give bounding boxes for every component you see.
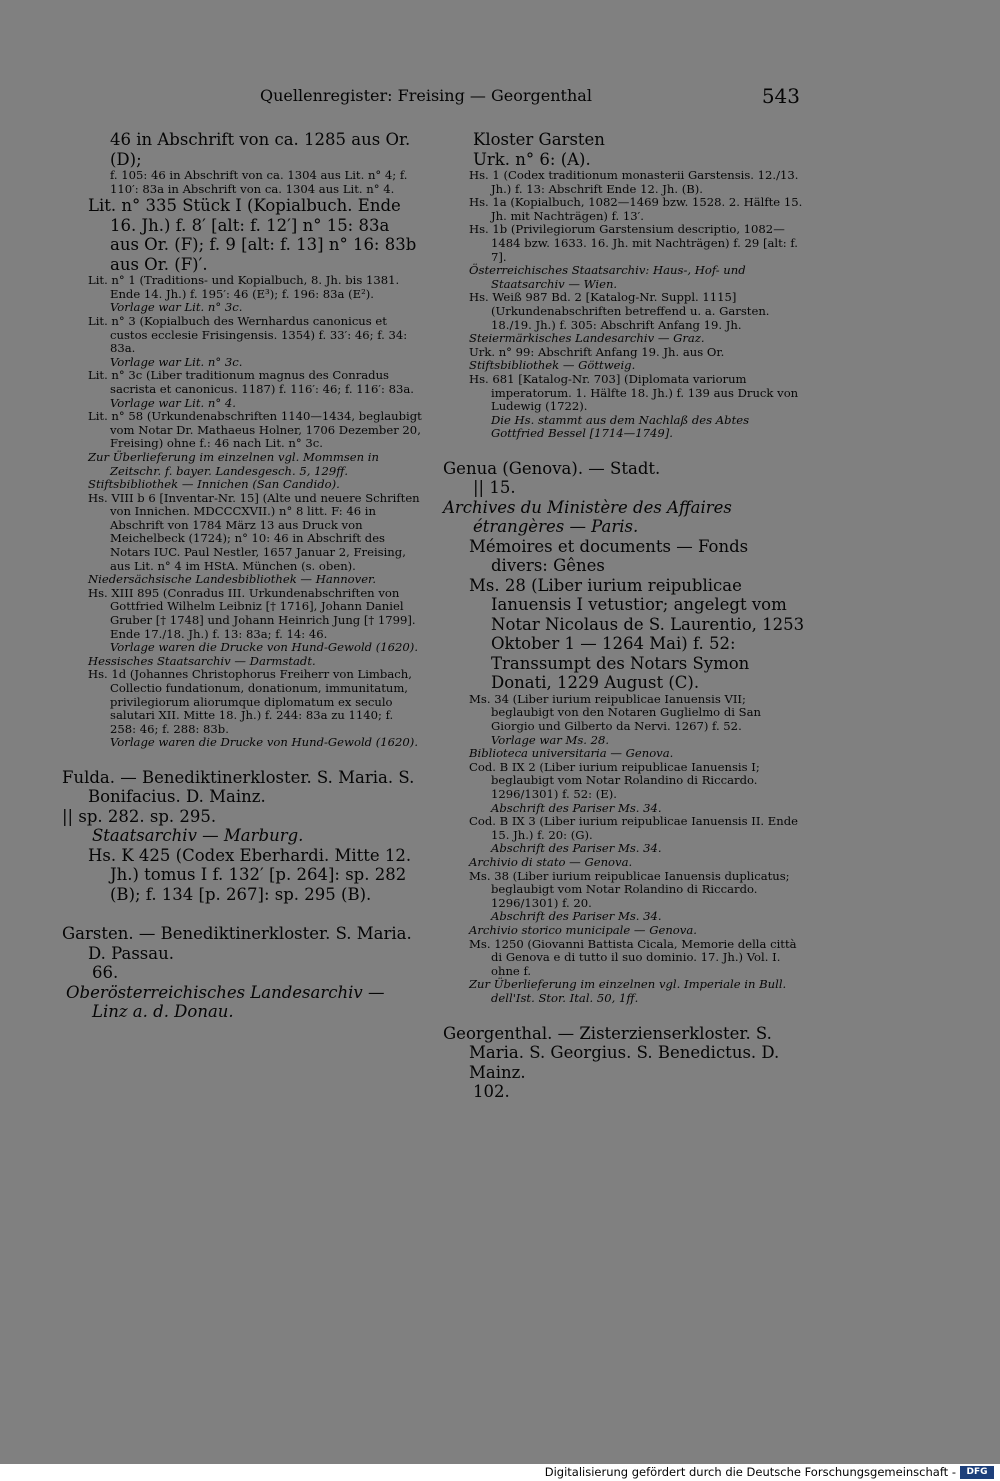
footer-banner [0,1464,1000,1481]
entry-line: Abschrift des Pariser Ms. 34. [491,800,662,815]
entry-line: Ms. 28 (Liber iurium reipublicae Ianuensis I vetustior; angelegt vom Notar Nicolaus de S. Laurentio, 1253 Oktober 1 — 1264 Mai) f. 52: Transsumpt des Notars Symon Donati, 1229 August (C). [469,575,805,693]
entry-line: Georgenthal. — Zisterzienserkloster. S. Maria. S. Georgius. S. Benedictus. D. Mainz. [443,1023,780,1082]
entry-line: Steiermärkisches Landesarchiv — Graz. [469,331,705,346]
entry-line: Ms. 38 (Liber iurium reipublicae Ianuensis duplicatus; beglaubigt vom Notar Rolandino di Riccardo. 1296/1301) f. 20. [469,868,790,910]
running-title: Quellenregister: Freising — Georgenthal [260,86,592,105]
entry-line: 66. [92,963,119,983]
entry-line: Lit. n° 3c (Liber traditionum magnus des Conradus sacrista et canonicus. 1187) f. 116′: 46; f. 116′: 83a. [88,368,414,396]
footer-text: Digitalisierung gefördert durch die Deutsche Forschungsgemeinschaft - [544,1465,956,1479]
entry-line: Genua (Genova). — Stadt. [443,458,661,478]
entry-line: f. 105: 46 in Abschrift von ca. 1304 aus Lit. n° 4; f. 110′: 83a in Abschrift von ca. 1304 aus Lit. n° 4. [110,168,408,196]
dfg-logo: DFG [960,1466,994,1479]
entry-line: Hessisches Staatsarchiv — Darmstadt. [88,653,316,668]
entry-line: Vorlage war Lit. n° 3c. [110,300,243,315]
entry-line: Stiftsbibliothek — Innichen (San Candido). [88,477,340,492]
entry-line: Hs. 1d (Johannes Christophorus Freiherr von Limbach, Collectio fundationum, donationum, immunitatum, privilegiorum aliorumque diplomatum ex seculo salutari XII. Mitte 18. Jh.) f. 244: 83a zu 1140; f. 258: 46; f. 288: 83b. [88,667,412,736]
entry-line: Ms. 34 (Liber iurium reipublicae Ianuensis VII; beglaubigt von den Notaren Guglielmo di San Giorgio und Gilberto da Nervi. 1267) f. 52. [469,691,761,734]
entry-line: Biblioteca universitaria — Genova. [469,746,674,761]
entry-line: Vorlage war Lit. n° 3c. [110,354,243,369]
entry-gap [443,441,805,459]
entry-line: Vorlage war Lit. n° 4. [110,395,236,410]
entry-line: Vorlage war Ms. 28. [491,732,610,747]
page-number: 543 [761,84,800,108]
entry-line: Lit. n° 3 (Kopialbuch des Wernhardus canonicus et custos ecclesie Frisingensis. 1354) f. 33′: 46; f. 34: 83a. [88,313,408,356]
entry-line: Oberösterreichisches Landesarchiv — Linz a. d. Donau. [66,982,385,1022]
entry-line: Hs. 1b (Privilegiorum Garstensium descriptio, 1082—1484 bzw. 1633. 16. Jh. mit Nachträgen) f. 29 [alt: f. 7]. [469,222,798,264]
entry-line: Fulda. — Benediktinerkloster. S. Maria. S. Bonifacius. D. Mainz. [62,767,415,807]
entry-line: Archives du Ministère des Affaires étrangères — Paris. [443,497,732,537]
entry-line: Österreichisches Staatsarchiv: Haus-, Hof- und Staatsarchiv — Wien. [469,263,746,291]
entry-gap [443,1006,805,1024]
entry-line: Garsten. — Benediktinerkloster. S. Maria. D. Passau. [62,924,412,963]
entry-line: Hs. VIII b 6 [Inventar-Nr. 15] (Alte und neuere Schriften von Innichen. MDCCCXVII.) n° 8 litt. F: 46 in Abschrift von 1784 März 13 aus Druck von Meichelbeck (1724); n° 10: 46 in Abschrift des Notars IUC. Paul Nestler, 1657 Januar 2, Freising, aus Lit. n° 4 im HStA. München (s. oben). [88,490,420,573]
entry-line: Hs. 681 [Katalog-Nr. 703] (Diplomata variorum imperatorum. 1. Hälfte 18. Jh.) f. 139 aus Druck von Ludewig (1722). [469,371,799,414]
left-column [62,130,422,1022]
entry-line: Hs. XIII 895 (Conradus III. Urkundenabschriften von Gottfried Wilhelm Leibniz [† 1716], Johann Daniel Gruber [† 1748] und Johann Heinrich Jung [† 1799]. Ende 17./18. Jh.) f. 13: 83a; f. 14: 46. [88,585,416,641]
entry-line: Lit. n° 335 Stück I (Kopialbuch. Ende 16. Jh.) f. 8′ [alt: f. 12′] n° 15: 83a aus Or. (F); f. 9 [alt: f. 13] n° 16: 83b aus Or. (F)′. [88,196,417,274]
entry-line: Archivio storico municipale — Genova. [469,922,697,937]
entry-gap [62,904,422,924]
entry-line: Hs. Weiß 987 Bd. 2 [Katalog-Nr. Suppl. 1115] (Urkundenabschriften betreffend u. a. Garsten. 18./19. Jh.) f. 305: Abschrift Anfang 19. Jh. [469,290,770,332]
entry-line: Die Hs. stammt aus dem Nachlaß des Abtes Gottfried Bessel [1714—1749]. [491,412,750,441]
entry-line: Stiftsbibliothek — Göttweig. [469,358,636,373]
entry-line: Zur Überlieferung im einzelnen vgl. Imperiale in Bull. dell'Ist. Stor. Ital. 50, 1ff. [469,977,787,1005]
entry-line: Vorlage waren die Drucke von Hund-Gewold (1620). [110,735,418,750]
entry-line: Mémoires et documents — Fonds divers: Gênes [469,536,749,576]
entry-line: Ms. 1250 (Giovanni Battista Cicala, Memorie della città di Genova e di tutto il suo dominio. 17. Jh.) Vol. I. ohne f. [469,936,797,978]
entry-line: 102. [473,1082,510,1102]
entry-line: Vorlage waren die Drucke von Hund-Gewold (1620). [110,640,418,655]
entry-line: Abschrift des Pariser Ms. 34. [491,909,662,924]
entry-line: Archivio di stato — Genova. [469,855,633,869]
entry-gap [62,750,422,768]
entry-line: Staatsarchiv — Marburg. [92,826,304,846]
right-column [443,130,805,1102]
entry-line: Cod. B IX 3 (Liber iurium reipublicae Ianuensis II. Ende 15. Jh.) f. 20: (G). [469,814,799,842]
entry-line: || sp. 282. sp. 295. [62,806,217,826]
entry-line: Kloster Garsten [473,130,605,149]
entry-line: Niedersächsische Landesbibliothek — Hannover. [88,572,377,587]
entry-line: Urk. n° 99: Abschrift Anfang 19. Jh. aus Or. [469,344,725,359]
entry-line: || 15. [473,478,516,498]
entry-line: Hs. 1 (Codex traditionum monasterii Garstensis. 12./13. Jh.) f. 13: Abschrift Ende 12. Jh. (B). [469,168,799,196]
entry-line: Urk. n° 6: (A). [473,149,591,169]
entry-line: Hs. 1a (Kopialbuch, 1082—1469 bzw. 1528. 2. Hälfte 15. Jh. mit Nachträgen) f. 13′. [469,195,803,223]
entry-line: Zur Überlieferung im einzelnen vgl. Mommsen in Zeitschr. f. bayer. Landesgesch. 5, 129ff. [88,449,379,478]
entry-line: Hs. K 425 (Codex Eberhardi. Mitte 12. Jh.) tomus I f. 132′ [p. 264]: sp. 282 (B); f. 134 [p. 267]: sp. 295 (B). [88,845,412,904]
entry-line: Cod. B IX 2 (Liber iurium reipublicae Ianuensis I; beglaubigt vom Notar Rolandino di Riccardo. 1296/1301) f. 52: (E). [469,759,760,802]
entry-line: 46 in Abschrift von ca. 1285 aus Or. (D); [110,130,411,169]
entry-line: Lit. n° 1 (Traditions- und Kopialbuch, 8. Jh. bis 1381. Ende 14. Jh.) f. 195′: 46 (E³); f. 196: 83a (E²). [88,273,400,301]
entry-line: Lit. n° 58 (Urkundenabschriften 1140—1434, beglaubigt vom Notar Dr. Mathaeus Holner, 1706 Dezember 20, Freising) ohne f.: 46 nach Lit. n° 3c. [88,409,422,451]
entry-line: Abschrift des Pariser Ms. 34. [491,841,662,856]
page-header [60,86,800,108]
